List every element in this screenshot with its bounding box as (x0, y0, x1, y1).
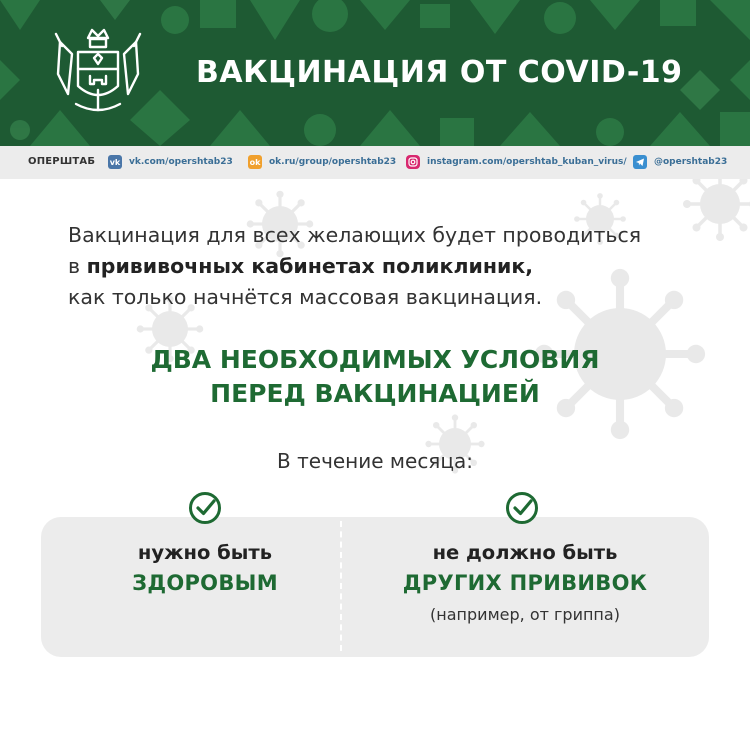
condition-2-emphasis: ДРУГИХ ПРИВИВОК (402, 571, 648, 595)
coat-of-arms-icon (48, 24, 148, 120)
ok-icon: ok (248, 155, 262, 169)
intro-line-1: Вакцинация для всех желающих будет проводиться (68, 223, 642, 247)
intro-line-3: как только начнётся массовая вакцинация. (68, 285, 543, 309)
condition-healthy (60, 540, 350, 600)
check-icon (188, 491, 222, 525)
instagram-link[interactable] (406, 155, 627, 169)
intro-line-2-prefix: в (68, 254, 87, 278)
vk-icon: vk (108, 155, 122, 169)
brand-label: ОПЕРШТАБ (28, 156, 96, 167)
condition-1-text: нужно быть (137, 541, 273, 564)
intro-text (68, 220, 708, 313)
telegram-icon (633, 155, 647, 169)
check-icon (505, 491, 539, 525)
vk-link[interactable] (108, 155, 233, 169)
ok-link-text: ok.ru/group/opershtab23 (269, 157, 397, 167)
header-banner (0, 0, 750, 146)
condition-2-text: не должно быть (432, 541, 618, 564)
condition-2-note: (например, от гриппа) (430, 605, 620, 624)
heading-line-1: ДВА НЕОБХОДИМЫХ УСЛОВИЯ (150, 345, 600, 374)
telegram-link-text: @opershtab23 (654, 157, 728, 167)
intro-highlight: прививочных кабинетах поликлиник, (86, 254, 534, 278)
instagram-link-text: instagram.com/opershtab_kuban_virus/ (427, 157, 627, 167)
vk-link-text: vk.com/opershtab23 (129, 157, 233, 167)
condition-1-emphasis: ЗДОРОВЫМ (132, 571, 278, 595)
period-label: В течение месяца: (277, 449, 473, 473)
intro-line-2 (68, 251, 708, 282)
condition-no-vaccines (360, 540, 690, 628)
social-links-bar (0, 146, 750, 179)
instagram-icon (406, 155, 420, 169)
page-title: ВАКЦИНАЦИЯ ОТ COVID-19 (196, 55, 683, 90)
section-heading (0, 343, 750, 411)
telegram-link[interactable] (633, 155, 727, 169)
heading-line-2: ПЕРЕД ВАКЦИНАЦИЕЙ (210, 379, 540, 408)
ok-link[interactable] (248, 155, 396, 169)
